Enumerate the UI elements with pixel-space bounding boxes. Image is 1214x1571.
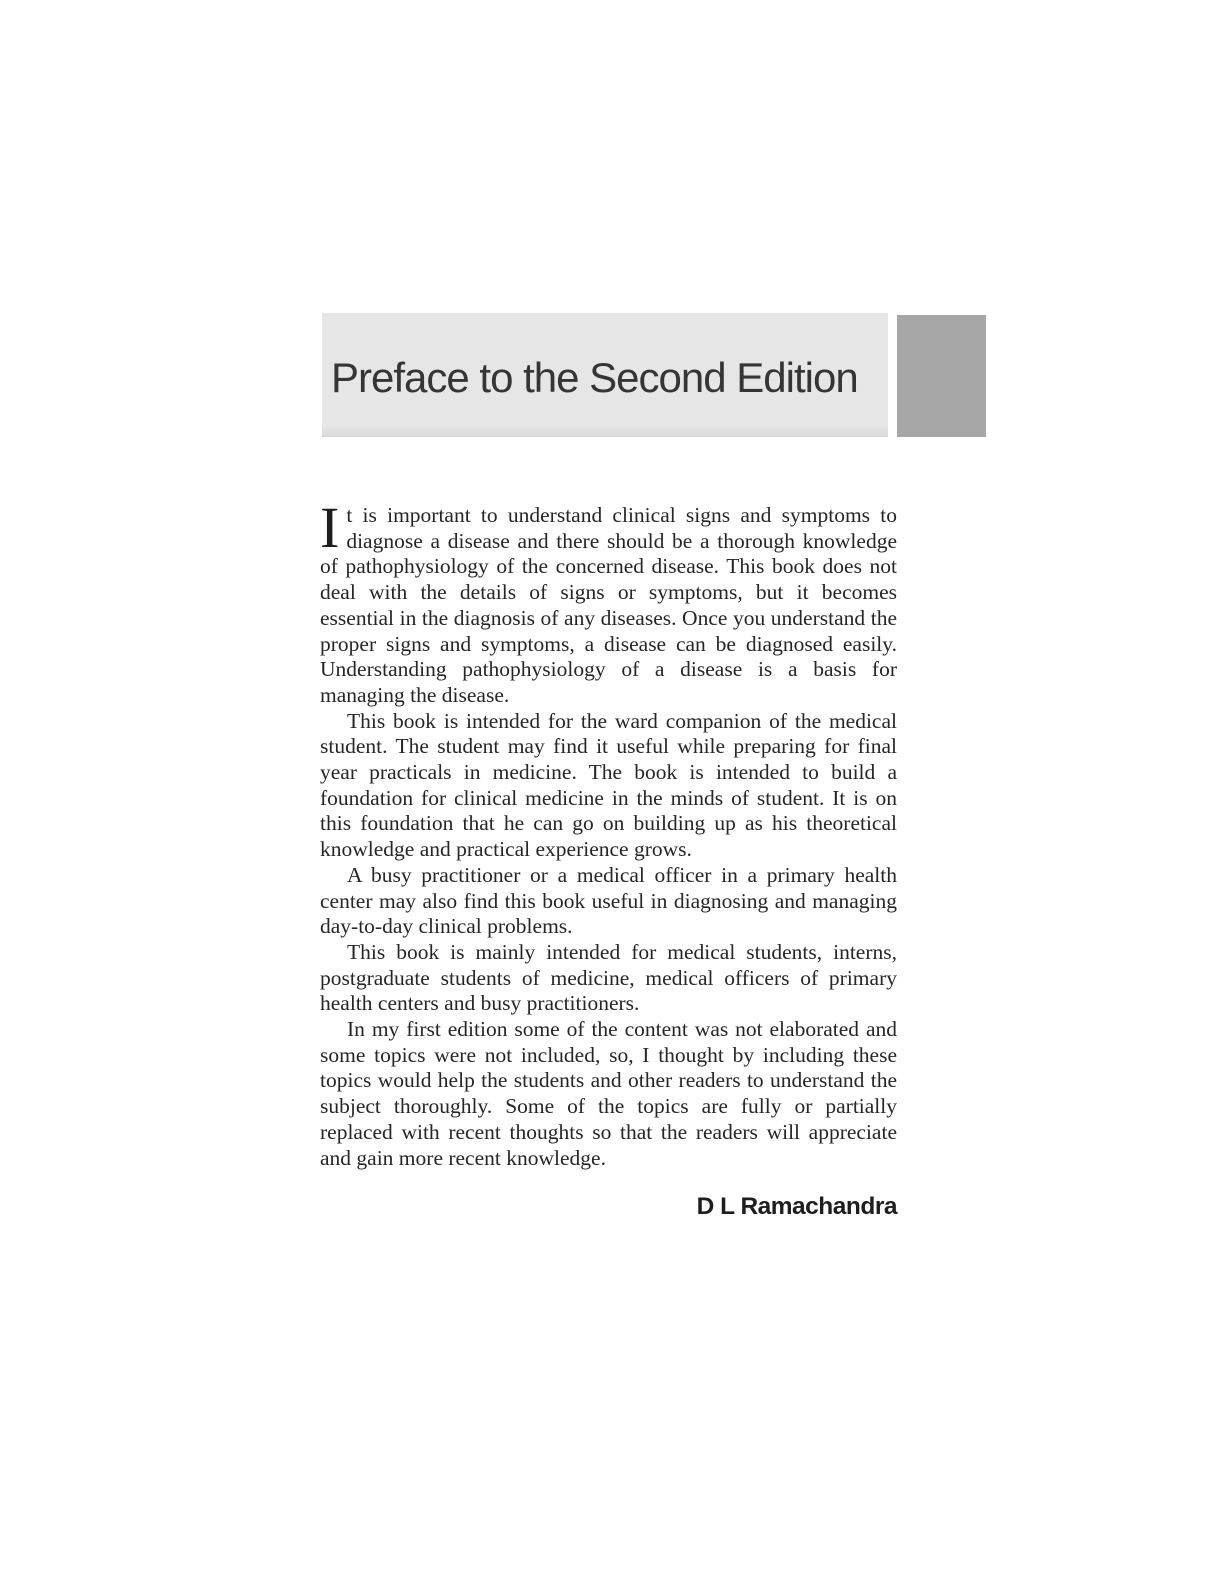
paragraph-1 <box>320 495 897 709</box>
preface-body <box>320 495 897 1221</box>
paragraph-1-text: t is important to understand clinical signs and symptoms to diagnose a disease and there should be a thorough knowledge of pathophysiology of the concerned disease. This book does not deal with the details of signs or symptoms, but it becomes essential in the diagnosis of any diseases. Once you understand the proper signs and symptoms, a disease can be diagnosed easily. Understanding pathophysiology of a disease is a basis for managing the disease. <box>320 503 897 707</box>
author-signature: D L Ramachandra <box>696 1193 897 1221</box>
page-title: Preface to the Second Edition <box>331 354 858 401</box>
paragraph-4: This book is mainly intended for medical students, interns, postgraduate students of medicine, medical officers of primary health centers and busy practitioners. <box>320 939 897 1016</box>
banner-accent-block <box>897 315 986 437</box>
paragraph-3: A busy practitioner or a medical officer in a primary health center may also find this book useful in diagnosing and managing day-to-day clinical problems. <box>320 862 897 939</box>
chapter-title-banner <box>322 313 888 437</box>
paragraph-2: This book is intended for the ward companion of the medical student. The student may find it useful while preparing for final year practicals in medicine. The book is intended to build a foundation for clinical medicine in the minds of student. It is on this foundation that he can go on building up as his theoretical knowledge and practical experience grows. <box>320 708 897 862</box>
paragraph-5: In my first edition some of the content was not elaborated and some topics were not included, so, I thought by including these topics would help the students and other readers to understand the subject thoroughly. Some of the topics are fully or partially replaced with recent thoughts so that the readers will appreciate and gain more recent knowledge. <box>320 1017 897 1170</box>
drop-cap: I <box>320 495 340 560</box>
